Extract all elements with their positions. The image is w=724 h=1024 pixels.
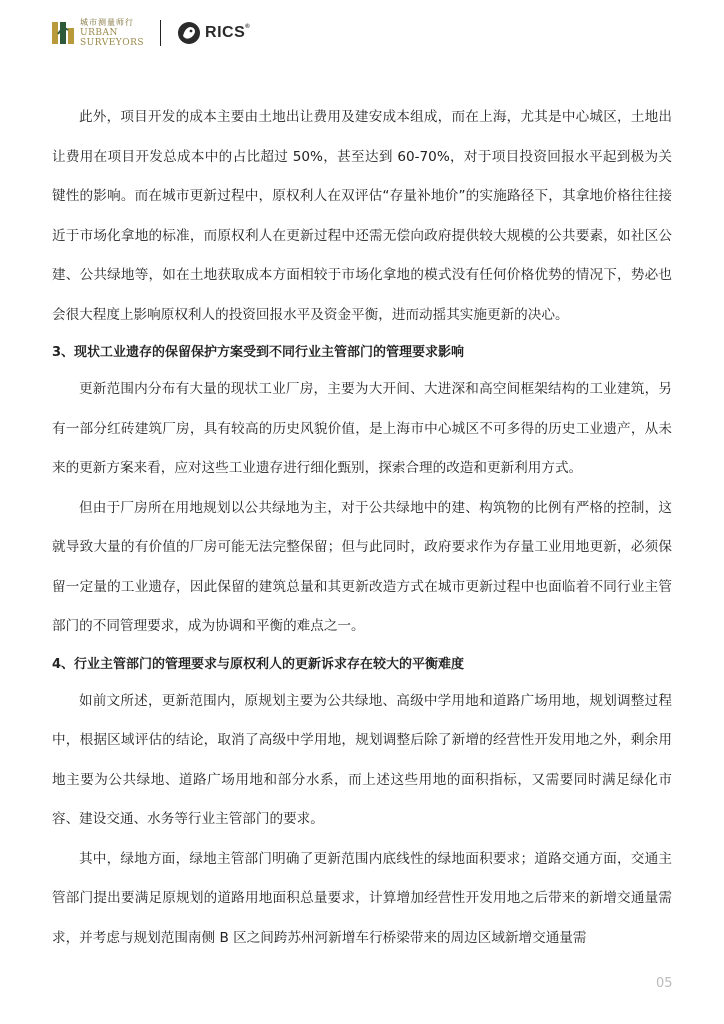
paragraph: 如前文所述，更新范围内，原规划主要为公共绿地、高级中学用地和道路广场用地，规划调整过程中，根据区域评估的结论，取消了高级中学用地，规划调整后除了新增的经营性开发用地之外，剩余用地主要为公共绿地、道路广场用地和部分水系，而上述这些用地的面积指标，又需要同时满足绿化市容、建设交通、水务等行业主管部门的要求。 xyxy=(52,692,672,827)
section-heading: 4、行业主管部门的管理要求与原权利人的更新诉求存在较大的平衡难度 xyxy=(52,656,465,672)
document-body xyxy=(52,98,672,958)
logo-english-line-2: SURVEYORS xyxy=(80,38,145,48)
paragraph: 此外，项目开发的成本主要由土地出让费用及建安成本组成，而在上海，尤其是中心城区，土地出让费用在项目开发总成本中的占比超过 50%，甚至达到 60-70%，对于项目投资回报水平起到极为关键性的影响。而在城市更新过程中，原权利人在双评估“存量补地价”的实施路径下，其拿地价格往往接近于市场化拿地的标准，而原权利人在更新过程中还需无偿向政府提供较大规模的公共要素，如社区公建、公共绿地等，如在土地获取成本方面相较于市场化拿地的模式没有任何价格优势的情况下，势必也会很大程度上影响原权利人的投资回报水平及资金平衡，进而动摇其实施更新的决心。 xyxy=(52,109,672,323)
page-header xyxy=(52,16,250,50)
header-divider xyxy=(160,20,161,46)
section-heading: 3、现状工业遗存的保留保护方案受到不同行业主管部门的管理要求影响 xyxy=(52,345,465,360)
paragraph: 更新范围内分布有大量的现状工业厂房，主要为大开间、大进深和高空间框架结构的工业建筑，另有一部分红砖建筑厂房，具有较高的历史风貌价值，是上海市中心城区不可多得的历史工业遗产，从未来的更新方案来看，应对这些工业遗存进行细化甄别，探索合理的改造和更新利用方式。 xyxy=(52,381,672,476)
rics-label: RICS xyxy=(205,24,246,41)
paragraph: 其中，绿地方面，绿地主管部门明确了更新范围内底线性的绿地面积要求；道路交通方面，交通主管部门提出要满足原规划的道路用地面积总量要求，计算增加经营性开发用地之后带来的新增交通量需求，并考虑与规划范围南侧 B 区之间跨苏州河新增车行桥梁带来的周边区域新增交通量需 xyxy=(52,850,672,946)
urban-surveyors-logo-icon xyxy=(52,20,74,46)
rics-logo xyxy=(177,21,250,45)
urban-surveyors-wordmark xyxy=(80,18,144,48)
rics-lion-icon xyxy=(177,21,201,45)
rics-wordmark xyxy=(205,24,250,42)
paragraph: 但由于厂房所在用地规划以公共绿地为主，对于公共绿地中的建、构筑物的比例有严格的控制，这就导致大量的有价值的厂房可能无法完整保留；但与此同时，政府要求作为存量工业用地更新，必须保留一定量的工业遗存，因此保留的建筑总量和其更新改造方式在城市更新过程中也面临着不同行业主管部门的不同管理要求，成为协调和平衡的难点之一。 xyxy=(52,499,672,634)
page-number: 05 xyxy=(656,976,673,991)
logo-chinese-name: 城市测量师行 xyxy=(80,18,134,27)
logo-english-line-1: URBAN xyxy=(80,28,118,38)
rics-registered-mark: ® xyxy=(245,24,251,30)
